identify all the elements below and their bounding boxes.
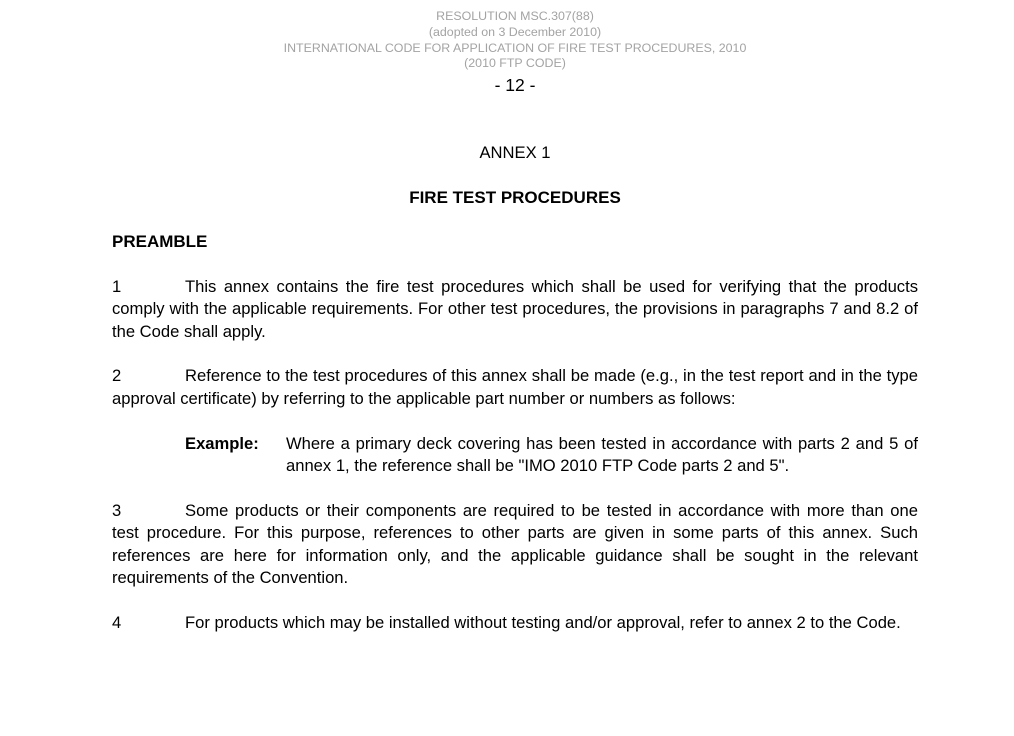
paragraph-2-number: 2 — [112, 366, 122, 386]
header-code-abbrev-line: (2010 FTP CODE) — [464, 56, 566, 71]
document-header — [112, 9, 918, 72]
section-heading-preamble: PREAMBLE — [112, 232, 208, 251]
paragraph-3-number: 3 — [112, 500, 122, 520]
header-code-title-line: INTERNATIONAL CODE FOR APPLICATION OF FIRE TEST PROCEDURES, 2010 — [283, 40, 747, 55]
paragraph-3 — [112, 500, 918, 590]
example-block — [185, 433, 918, 478]
document-title: FIRE TEST PROCEDURES — [409, 187, 621, 207]
paragraph-2-text: Reference to the test procedures of this annex shall be made (e.g., in the test report and in the type approval certificate) by referring to the applicable part number or numbers as follows: — [112, 366, 918, 408]
paragraph-4-text: For products which may be installed without testing and/or approval, refer to annex 2 to the Code. — [185, 612, 901, 632]
paragraph-4 — [112, 612, 918, 634]
example-label: Example: — [185, 433, 259, 453]
annex-heading: ANNEX 1 — [479, 143, 551, 163]
paragraph-3-text: Some products or their components are required to be tested in accordance with more than one test procedure. For this purpose, references to other parts are given in some parts of this annex. Such references are here for information only, and the applicable guidance shall be sought in the relevant requirements of the Convention. — [112, 500, 918, 588]
example-text: Where a primary deck covering has been tested in accordance with parts 2 and 5 of annex 1, the reference shall be "IMO 2010 FTP Code parts 2 and 5". — [286, 433, 918, 476]
content-column — [112, 0, 918, 634]
header-adopted-line: (adopted on 3 December 2010) — [428, 24, 602, 39]
paragraph-1-text: This annex contains the fire test procedures which shall be used for verifying that the products comply with the applicable requirements. For other test procedures, the provisions in paragraphs 7 and 8.2 of the Code shall apply. — [112, 276, 918, 341]
paragraph-2 — [112, 365, 918, 410]
paragraph-4-number: 4 — [112, 612, 122, 632]
paragraph-1 — [112, 276, 918, 343]
page-number: - 12 - — [494, 75, 536, 96]
header-resolution-line: RESOLUTION MSC.307(88) — [436, 9, 594, 23]
paragraph-1-number: 1 — [112, 276, 122, 296]
